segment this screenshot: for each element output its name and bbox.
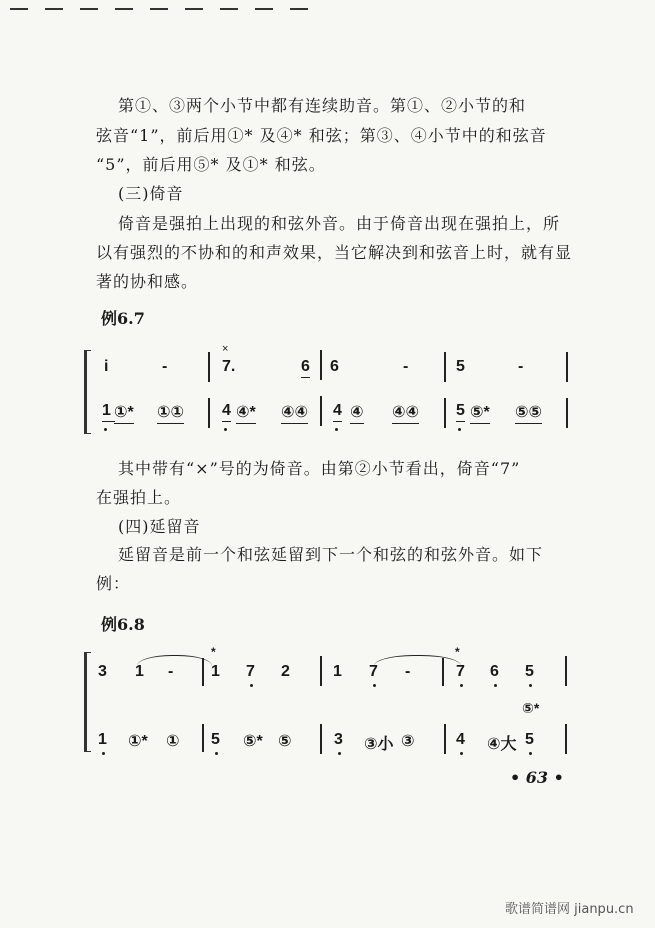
barline: [566, 398, 568, 428]
low-octave-dot: [373, 684, 376, 687]
note: 4: [456, 731, 465, 748]
low-octave-dot: [102, 752, 105, 755]
note: 5: [525, 663, 534, 680]
note: 6: [490, 663, 499, 680]
note: 5: [525, 731, 534, 748]
chord-note: ①*: [128, 733, 148, 750]
note: 4: [333, 402, 342, 422]
paragraph-line: 在强拍上。: [96, 488, 182, 507]
note: 3: [334, 731, 343, 748]
watermark: 歌谱简谱网 jianpu.cn: [505, 902, 634, 917]
low-octave-dot: [338, 752, 341, 755]
barline: [320, 396, 322, 426]
barline: [320, 724, 322, 754]
page-number: • 63 •: [510, 768, 564, 787]
suspension-mark: *: [455, 645, 460, 659]
chord-note: ⑤: [278, 733, 292, 750]
barline: [320, 656, 322, 686]
paragraph-line: 以有强烈的不协和的和声效果，当它解决到和弦音上时，就有显: [96, 243, 573, 262]
note: 3: [98, 663, 107, 680]
low-octave-dot: [460, 752, 463, 755]
low-octave-dot: [458, 428, 461, 431]
note: 2: [281, 663, 290, 680]
barline: [444, 398, 446, 428]
system-bracket: [84, 652, 91, 752]
chord-note: ⑤*: [243, 733, 263, 750]
paragraph-line: 例：: [96, 574, 131, 593]
note: -: [403, 358, 409, 375]
note: 1: [102, 402, 115, 422]
suspension-mark: *: [211, 645, 216, 659]
tie: [137, 655, 212, 666]
chord-note: ③小: [364, 736, 394, 753]
note: 1: [211, 663, 220, 680]
note: i: [104, 358, 109, 375]
system-bracket: [84, 350, 91, 434]
low-octave-dot: [215, 752, 218, 755]
paragraph-line: 著的协和感。: [96, 272, 199, 291]
barline: [444, 352, 446, 382]
chord-note: ①: [166, 733, 180, 750]
chord-note: ④④: [281, 402, 308, 424]
barline: [565, 724, 567, 754]
chord-note: ⑤⑤: [515, 402, 542, 424]
note: -: [168, 663, 174, 680]
note: 4: [222, 402, 231, 422]
barline: [566, 352, 568, 382]
barline: [208, 352, 210, 382]
chord-note: ④*: [236, 402, 256, 424]
section-heading: (四)延留音: [118, 517, 201, 536]
chord-note: ④大: [487, 736, 517, 753]
note: 7: [456, 663, 465, 680]
chord-note: ④④: [392, 402, 419, 424]
example-label: 例6.7: [101, 309, 145, 328]
note: 5: [456, 402, 465, 422]
barline: [208, 398, 210, 428]
paragraph-line: 弦音“1”，前后用①* 及④* 和弦；第③、④小节中的和弦音: [96, 126, 547, 145]
note: 1: [98, 731, 107, 748]
chord-note: ⑤*: [470, 402, 490, 424]
chord-note: ④: [350, 402, 364, 424]
note: 1: [333, 663, 342, 680]
note: 1: [135, 663, 144, 680]
note: 7: [369, 663, 378, 680]
note: 5: [456, 358, 465, 375]
note: 6: [330, 358, 339, 375]
note: 6: [301, 358, 310, 378]
low-octave-dot: [529, 684, 532, 687]
appoggiatura-mark: ×: [222, 343, 229, 355]
low-octave-dot: [529, 752, 532, 755]
note: -: [405, 663, 411, 680]
barline: [202, 724, 204, 752]
paragraph-line: 其中带有“×”号的为倚音。由第②小节看出，倚音“7”: [118, 459, 521, 478]
chord-note: ①①: [157, 402, 184, 424]
example-label: 例6.8: [101, 615, 145, 634]
barline: [442, 658, 444, 686]
paragraph-line: 延留音是前一个和弦延留到下一个和弦的和弦外音。如下: [118, 545, 544, 564]
section-heading: (三)倚音: [118, 184, 184, 203]
note: -: [518, 358, 524, 375]
paragraph-line: 倚音是强拍上出现的和弦外音。由于倚音出现在强拍上，所: [118, 214, 561, 233]
low-octave-dot: [494, 684, 497, 687]
note: 7.: [222, 358, 236, 375]
note: 5: [211, 731, 220, 748]
barline: [202, 658, 204, 686]
barline: [320, 350, 322, 380]
barline: [565, 656, 567, 686]
low-octave-dot: [104, 428, 107, 431]
paragraph-line: 第①、③两个小节中都有连续助音。第①、②小节的和: [118, 96, 527, 115]
chord-note: ⑤*: [522, 700, 540, 716]
low-octave-dot: [335, 428, 338, 431]
low-octave-dot: [460, 684, 463, 687]
note: 7: [246, 663, 255, 680]
chord-note: ③: [401, 733, 415, 750]
barline: [444, 724, 446, 754]
chord-note: ①*: [114, 402, 134, 424]
paragraph-line: “5”，前后用⑤* 及①* 和弦。: [96, 155, 326, 174]
low-octave-dot: [224, 428, 227, 431]
tie: [374, 655, 461, 666]
note: -: [162, 358, 168, 375]
low-octave-dot: [250, 684, 253, 687]
